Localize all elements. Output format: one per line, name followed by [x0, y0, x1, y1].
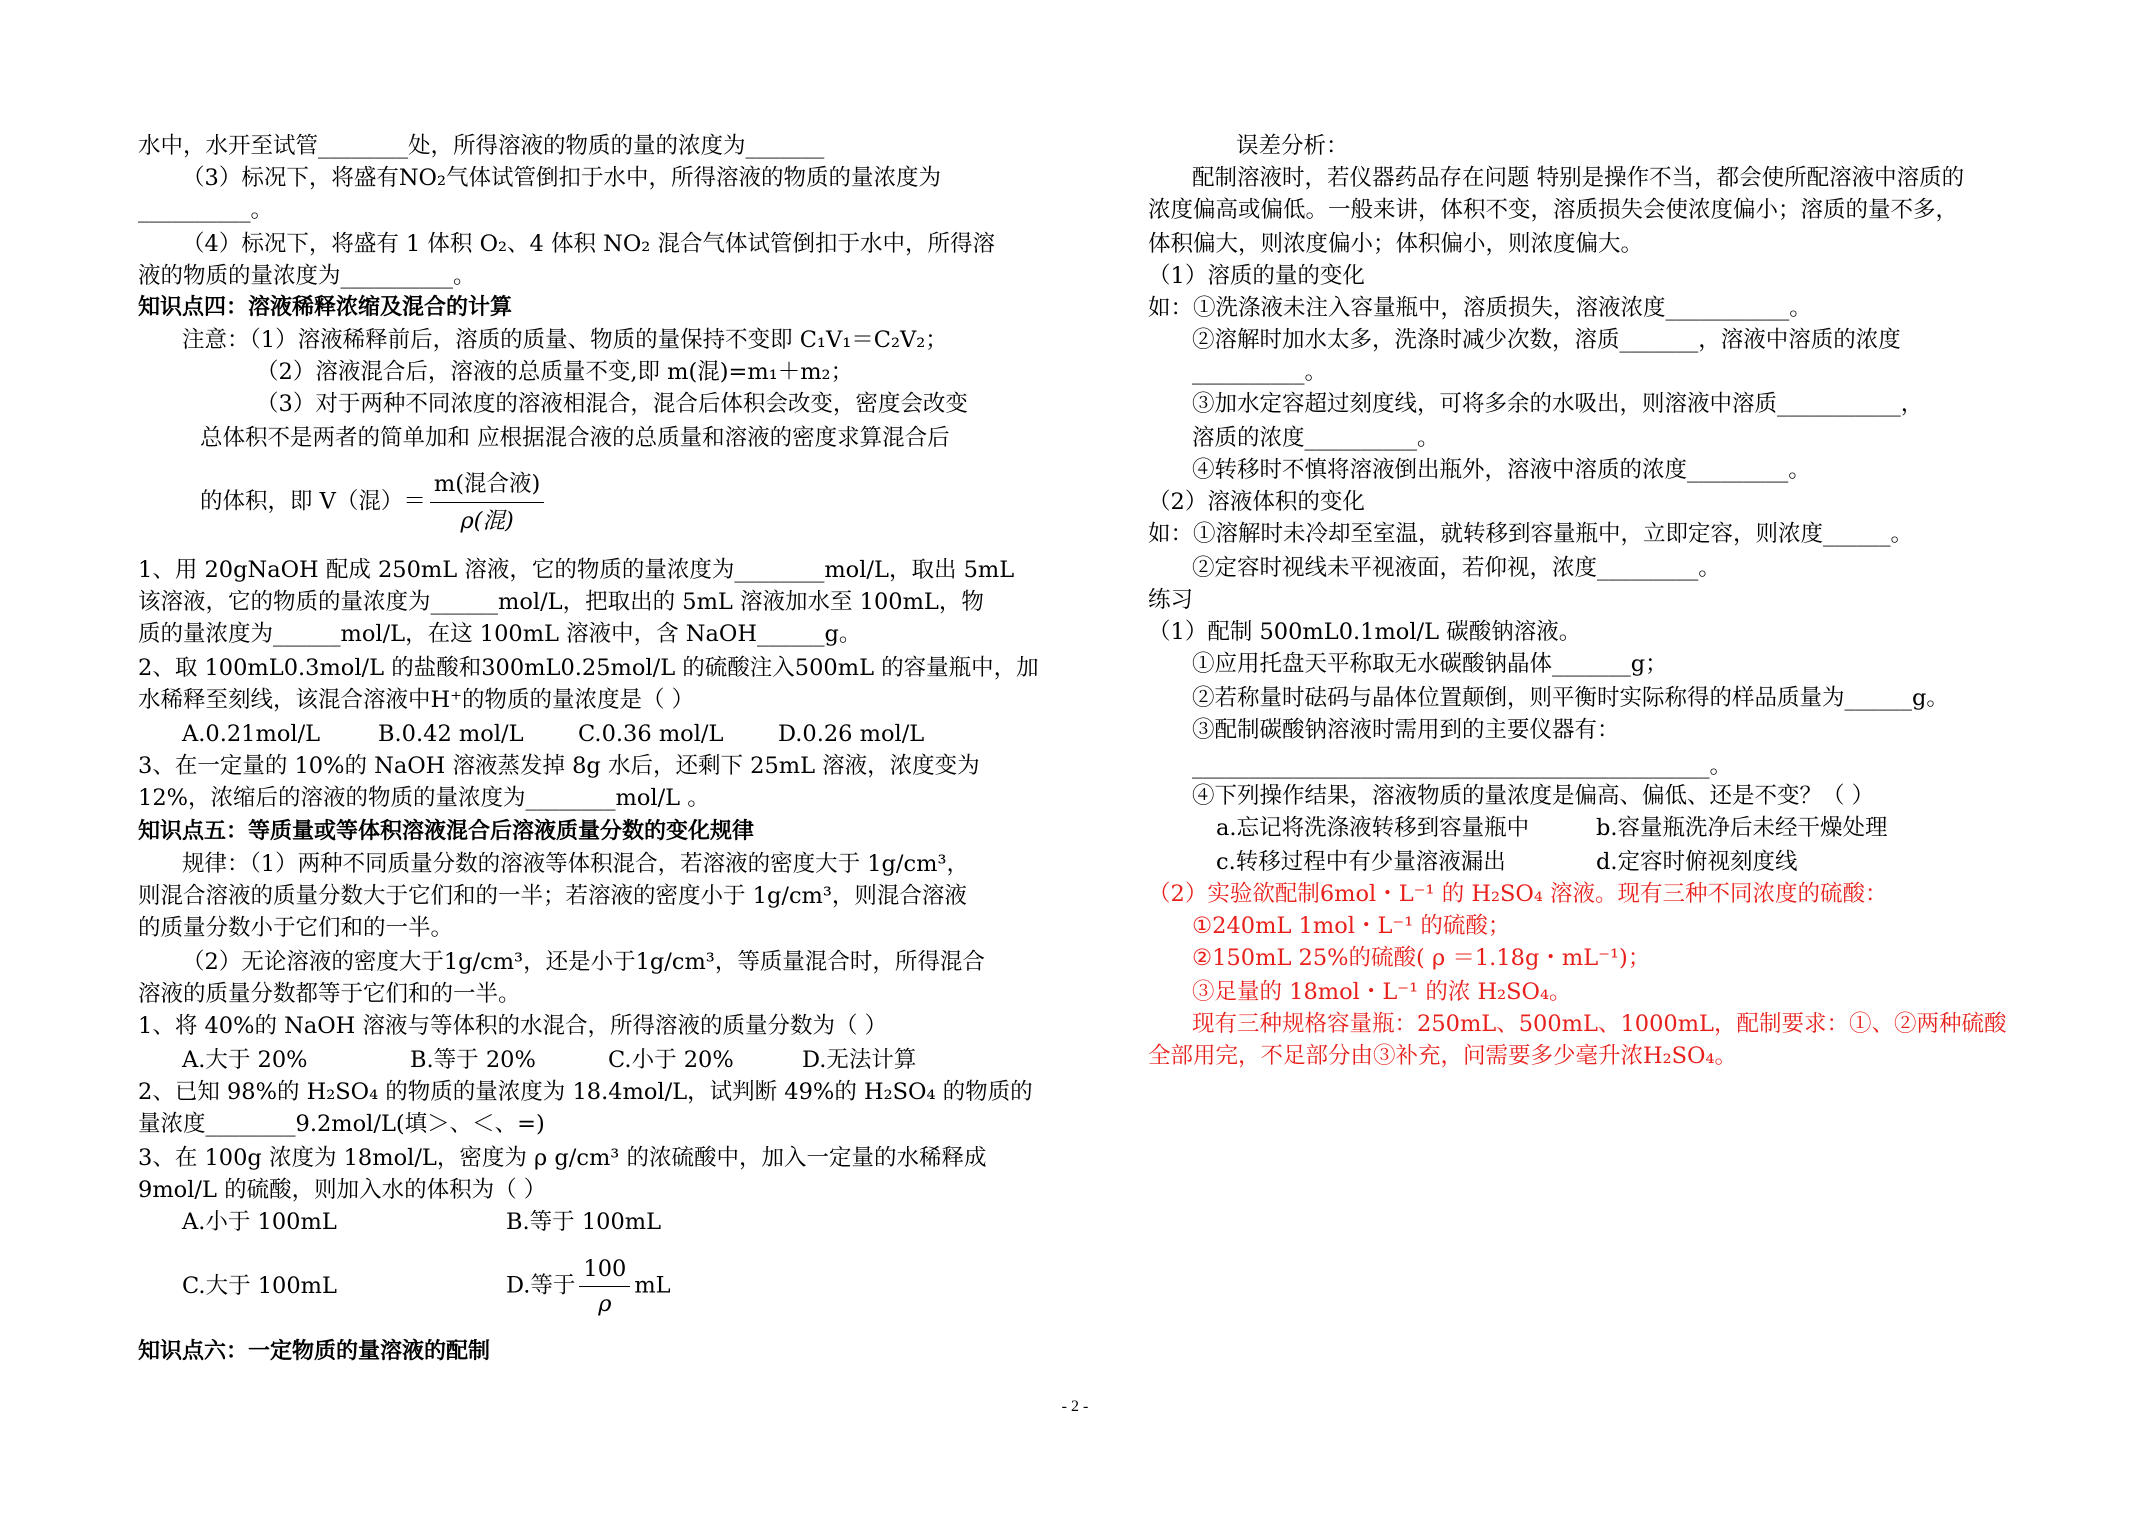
text-line: 1、用 20gNaOH 配成 250mL 溶液，它的物质的量浓度为________mol/L，取出 5mL: [138, 557, 1015, 583]
section-heading: 知识点六：一定物质的量溶液的配制: [138, 1339, 491, 1364]
fraction-numerator: 100: [579, 1252, 630, 1287]
option-d-unit: mL: [634, 1272, 671, 1299]
text-line: 量浓度________9.2mol/L(填＞、＜、=): [138, 1111, 545, 1137]
text-line: （2）实验欲配制6mol・L⁻¹ 的 H₂SO₄ 溶液。现有三种不同浓度的硫酸：: [1148, 881, 1888, 907]
text-line: 规律：（1）两种不同质量分数的溶液等体积混合，若溶液的密度大于 1g/cm³，: [182, 851, 969, 877]
option-b: B.等于 100mL: [506, 1209, 662, 1235]
formula-label: 的体积，即 V（混）＝: [200, 488, 426, 515]
subheading: （1）溶质的量的变化: [1148, 263, 1365, 289]
option-d: [506, 1252, 671, 1321]
text-line: 3、在 100g 浓度为 18mol/L，密度为 ρ g/cm³ 的浓硫酸中，加入一定量的水稀释成: [138, 1145, 987, 1171]
subheading: （2）溶液体积的变化: [1148, 489, 1365, 515]
option-c: C.大于 100mL: [182, 1273, 337, 1299]
text-line: 溶质的浓度__________。: [1192, 425, 1440, 451]
text-line: 3、在一定量的 10%的 NaOH 溶液蒸发掉 8g 水后，还剩下 25mL 溶液，浓度变为: [138, 753, 980, 779]
text-line: 如：①溶解时未冷却至室温，就转移到容量瓶中，立即定容，则浓度______。: [1148, 521, 1914, 547]
text-line: 则混合溶液的质量分数大于它们和的一半；若溶液的密度小于 1g/cm³，则混合溶液: [138, 883, 967, 909]
text-line: 总体积不是两者的简单加和 应根据混合液的总质量和溶液的密度求算混合后: [200, 425, 950, 451]
text-line: 2、取 100mL0.3mol/L 的盐酸和300mL0.25mol/L 的硫酸注入500mL 的容量瓶中，加: [138, 655, 1039, 681]
section-heading: 知识点四：溶液稀释浓缩及混合的计算: [138, 295, 513, 320]
option-a: A.大于 20%: [182, 1047, 308, 1073]
formula-line: [200, 466, 548, 539]
text-line: 现有三种规格容量瓶：250mL、500mL、1000mL，配制要求：①、②两种硫酸: [1192, 1011, 2007, 1037]
option-c: C.小于 20%: [608, 1047, 734, 1073]
option-a: A.小于 100mL: [182, 1209, 337, 1235]
section-heading: 知识点五：等质量或等体积溶液混合后溶液质量分数的变化规律: [138, 819, 755, 844]
option-d-fraction: [579, 1252, 630, 1321]
fraction-numerator: m(混合液): [430, 466, 544, 503]
text-line: ③足量的 18mol・L⁻¹ 的浓 H₂SO₄。: [1192, 979, 1572, 1005]
text-line: ①应用托盘天平称取无水碳酸钠晶体_______g；: [1192, 651, 1668, 677]
option-b: B.等于 20%: [410, 1047, 536, 1073]
option-d: d.定容时俯视刻度线: [1596, 849, 1798, 875]
subheading: 练习: [1148, 587, 1194, 613]
text-line: __________。: [1192, 359, 1328, 385]
text-line: 误差分析：: [1236, 133, 1349, 159]
text-line: 全部用完，不足部分由③补充，问需要多少毫升浓H₂SO₄。: [1148, 1043, 1738, 1069]
text-line: ③配制碳酸钠溶液时需用到的主要仪器有：: [1192, 717, 1620, 743]
text-line: （3）标况下，将盛有NO₂气体试管倒扣于水中，所得溶液的物质的量浓度为: [182, 165, 941, 191]
text-line: 如：①洗涤液未注入容量瓶中，溶质损失，溶液浓度___________。: [1148, 295, 1812, 321]
page-number: - 2 -: [1061, 1398, 1089, 1415]
text-line: ②定容时视线未平视液面，若仰视，浓度_________。: [1192, 555, 1721, 581]
text-line: 1、将 40%的 NaOH 溶液与等体积的水混合，所得溶液的质量分数为（ ）: [138, 1013, 888, 1039]
text-line: 质的量浓度为______mol/L，在这 100mL 溶液中，含 NaOH______g。: [138, 621, 862, 647]
option-d-label: D.等于: [506, 1272, 576, 1299]
text-line: 2、已知 98%的 H₂SO₄ 的物质的量浓度为 18.4mol/L，试判断 49%的 H₂SO₄ 的物质的: [138, 1079, 1033, 1105]
text-line: 水中，水开至试管________处，所得溶液的物质的量的浓度为_______: [138, 133, 825, 159]
text-line: 溶液的质量分数都等于它们和的一半。: [138, 981, 521, 1007]
option-b: B.0.42 mol/L: [378, 721, 524, 747]
text-line: ③加水定容超过刻度线，可将多余的水吸出，则溶液中溶质___________，: [1192, 391, 1924, 417]
text-line: （2）无论溶液的密度大于1g/cm³，还是小于1g/cm³，等质量混合时，所得混合: [182, 949, 985, 975]
text-line: ①240mL 1mol・L⁻¹ 的硫酸；: [1192, 913, 1511, 939]
option-d: D.0.26 mol/L: [778, 721, 925, 747]
text-line: 水稀释至刻线，该混合溶液中H⁺的物质的量浓度是（ ）: [138, 687, 695, 713]
formula-fraction: [430, 466, 544, 539]
fraction-denominator: ρ(混): [460, 508, 514, 534]
option-c: c.转移过程中有少量溶液漏出: [1216, 849, 1506, 875]
text-line: 液的物质的量浓度为__________。: [138, 263, 476, 289]
text-line: 体积偏大，则浓度偏小；体积偏小，则浓度偏大。: [1148, 231, 1644, 257]
text-line: 该溶液，它的物质的量浓度为______mol/L，把取出的 5mL 溶液加水至 100mL，物: [138, 589, 984, 615]
text-line: 配制溶液时，若仪器药品存在问题 特别是操作不当，都会使所配溶液中溶质的: [1192, 165, 1965, 191]
option-d: D.无法计算: [802, 1047, 917, 1073]
option-c: C.0.36 mol/L: [578, 721, 724, 747]
option-a: A.0.21mol/L: [182, 721, 321, 747]
text-line: ②若称量时砝码与晶体位置颠倒，则平衡时实际称得的样品质量为______g。: [1192, 685, 1949, 711]
option-b: b.容量瓶洗净后未经干燥处理: [1596, 815, 1888, 841]
text-line: 注意：（1）溶液稀释前后，溶质的质量、物质的量保持不变即 C₁V₁＝C₂V₂；: [182, 327, 948, 353]
text-line: （1）配制 500mL0.1mol/L 碳酸钠溶液。: [1148, 619, 1582, 645]
fraction-denominator: ρ: [598, 1291, 612, 1317]
text-line: ②150mL 25%的硫酸( ρ ＝1.18g・mL⁻¹)；: [1192, 945, 1651, 971]
text-line: 的质量分数小于它们和的一半。: [138, 915, 454, 941]
text-line: ④下列操作结果，溶液物质的量浓度是偏高、偏低、还是不变？（ ）: [1192, 783, 1875, 809]
text-line: ④转移时不慎将溶液倒出瓶外，溶液中溶质的浓度_________。: [1192, 457, 1811, 483]
text-line: 12%，浓缩后的溶液的物质的量浓度为________mol/L 。: [138, 785, 710, 811]
text-line: __________。: [138, 197, 274, 223]
text-line: （3）对于两种不同浓度的溶液相混合，混合后体积会改变，密度会改变: [256, 391, 968, 417]
option-a: a.忘记将洗涤液转移到容量瓶中: [1216, 815, 1530, 841]
text-line: ②溶解时加水太多，洗涤时减少次数，溶质_______，溶液中溶质的浓度: [1192, 327, 1901, 353]
text-line: 浓度偏高或偏低。一般来讲，体积不变，溶质损失会使浓度偏小；溶质的量不多，: [1148, 197, 1959, 223]
answer-blank: ______________________________________________。: [1192, 753, 1733, 779]
text-line: （4）标况下，将盛有 1 体积 O₂、4 体积 NO₂ 混合气体试管倒扣于水中，所得溶: [182, 231, 995, 257]
text-line: （2）溶液混合后，溶液的总质量不变,即 m(混)=m₁＋m₂；: [256, 359, 854, 385]
text-line: 9mol/L 的硫酸，则加入水的体积为（ ）: [138, 1177, 547, 1203]
